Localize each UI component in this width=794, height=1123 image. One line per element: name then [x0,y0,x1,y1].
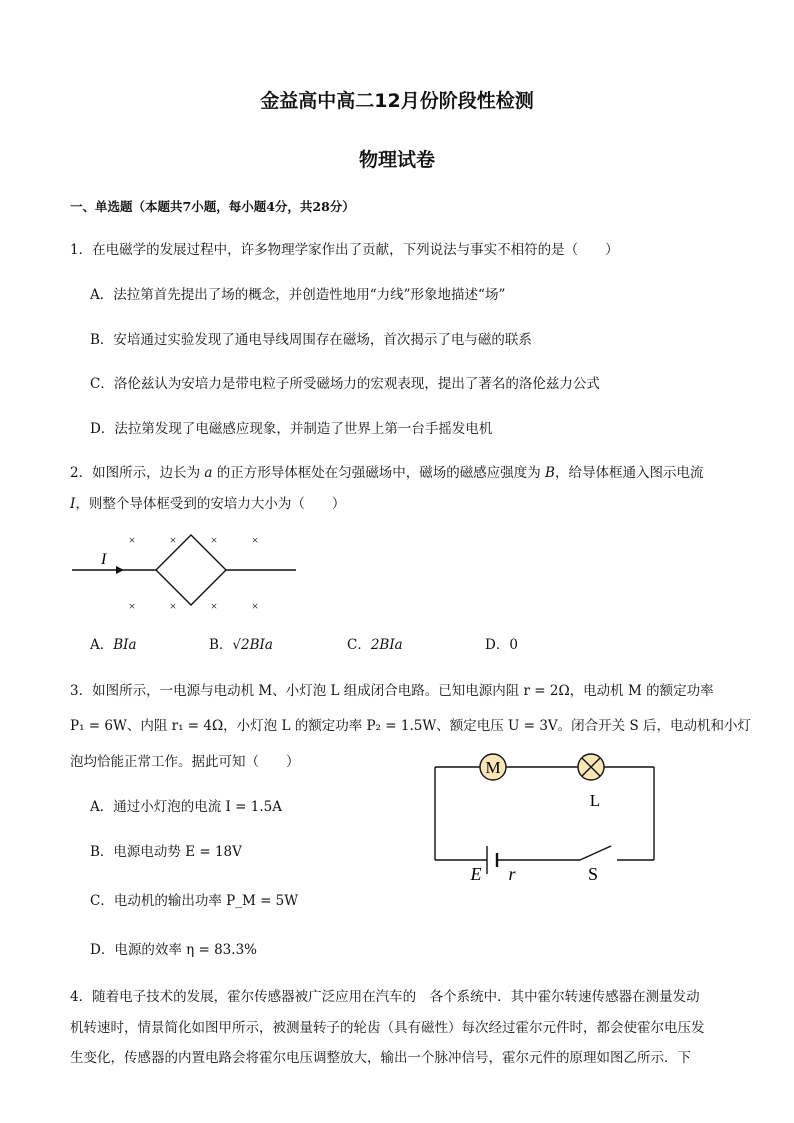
q3-option-c: C．电动机的输出功率 P_M = 5W [90,893,299,909]
field-mark: × [128,599,136,613]
lamp-label: L [589,791,601,810]
exam-title: 金益高中高二12月份阶段性检测 [260,90,534,112]
q2-option-c: C．2BIa [347,637,403,653]
q3-stem-line3: 泡均恰能正常工作。据此可知（ ） [70,754,300,770]
field-mark: × [210,533,218,547]
q2-stem-line1 [70,461,703,481]
q2-var-a: a [204,465,213,481]
q2-stem-part: 2．如图所示，边长为 [70,465,205,481]
q2-current-arrow [116,566,124,574]
field-mark: × [251,599,259,613]
q2-stem-line2 [70,492,345,512]
q3-stem-line1: 3．如图所示，一电源与电动机 M、小灯泡 L 组成闭合电路。已知电源内阻 r = 2Ω，电动机 M 的额定功率 [70,683,714,699]
field-mark: × [210,599,218,613]
q2-var-b: B [545,465,555,481]
subject-title: 物理试卷 [358,149,435,171]
emf-label: E [470,864,482,884]
internal-r-label: r [508,864,516,884]
q3-stem-line2: P₁ = 6W、内阻 r₁ = 4Ω，小灯泡 L 的额定功率 P₂ = 1.5W、额定电压 U = 3V。闭合开关 S 后，电动机和小灯 [70,718,751,734]
switch-label: S [587,864,599,884]
q4-line1: 4．随着电子技术的发展，霍尔传感器被广泛应用在汽车的 各个系统中．其中霍尔转速传感器在测量发动 [70,989,700,1005]
q2-figure [68,528,308,618]
field-mark: × [169,533,177,547]
q2-var-i: I [70,496,76,512]
q2-option-a: A．BIa [90,637,137,653]
switch-blade [580,846,611,860]
q4-line2: 机转速时，情景简化如图甲所示，被测量转子的轮齿（具有磁性）每次经过霍尔元件时，都会使霍尔电压发 [70,1020,705,1036]
q1-option-b: B．安培通过实验发现了通电导线周围存在磁场，首次揭示了电与磁的联系 [90,332,532,348]
q2-stem-part: ，则整个导体框受到的安培力大小为（ ） [75,496,346,512]
q3-option-a: A．通过小灯泡的电流 I = 1.5A [90,799,282,815]
section-heading: 一、单选题（本题共7小题，每小题4分，共28分） [70,199,355,214]
q1-option-a: A．法拉第首先提出了场的概念，并创造性地用“力线”形象地描述“场” [90,287,506,303]
q2-stem-part: 的正方形导体框处在匀强磁场中，磁场的磁感应强度为 [212,465,546,481]
q2-current-label: I [101,551,107,568]
motor-label: M [485,758,501,777]
field-mark: × [169,599,177,613]
q4-line3: 生变化，传感器的内置电路会将霍尔电压调整放大，输出一个脉冲信号，霍尔元件的原理如图乙所示．下 [70,1050,691,1066]
q2-field-marks [129,533,259,613]
q3-option-d: D．电源的效率 η = 83.3% [90,942,257,958]
q3-circuit-figure [425,750,665,890]
field-mark: × [128,533,136,547]
q2-option-d: D．0 [485,637,518,653]
q2-option-b: B．√2BIa [209,637,273,653]
q1-option-d: D．法拉第发现了电磁感应现象，并制造了世界上第一台手摇发电机 [90,421,493,437]
q1-option-c: C．洛伦兹认为安培力是带电粒子所受磁场力的宏观表现，提出了著名的洛伦兹力公式 [90,376,600,392]
q3-option-b: B．电源电动势 E = 18V [90,844,242,860]
field-mark: × [251,533,259,547]
q1-stem: 1．在电磁学的发展过程中，许多物理学家作出了贡献，下列说法与事实不相符的是（ ） [70,242,619,258]
q2-stem-part: ，给导体框通入图示电流 [554,465,704,481]
